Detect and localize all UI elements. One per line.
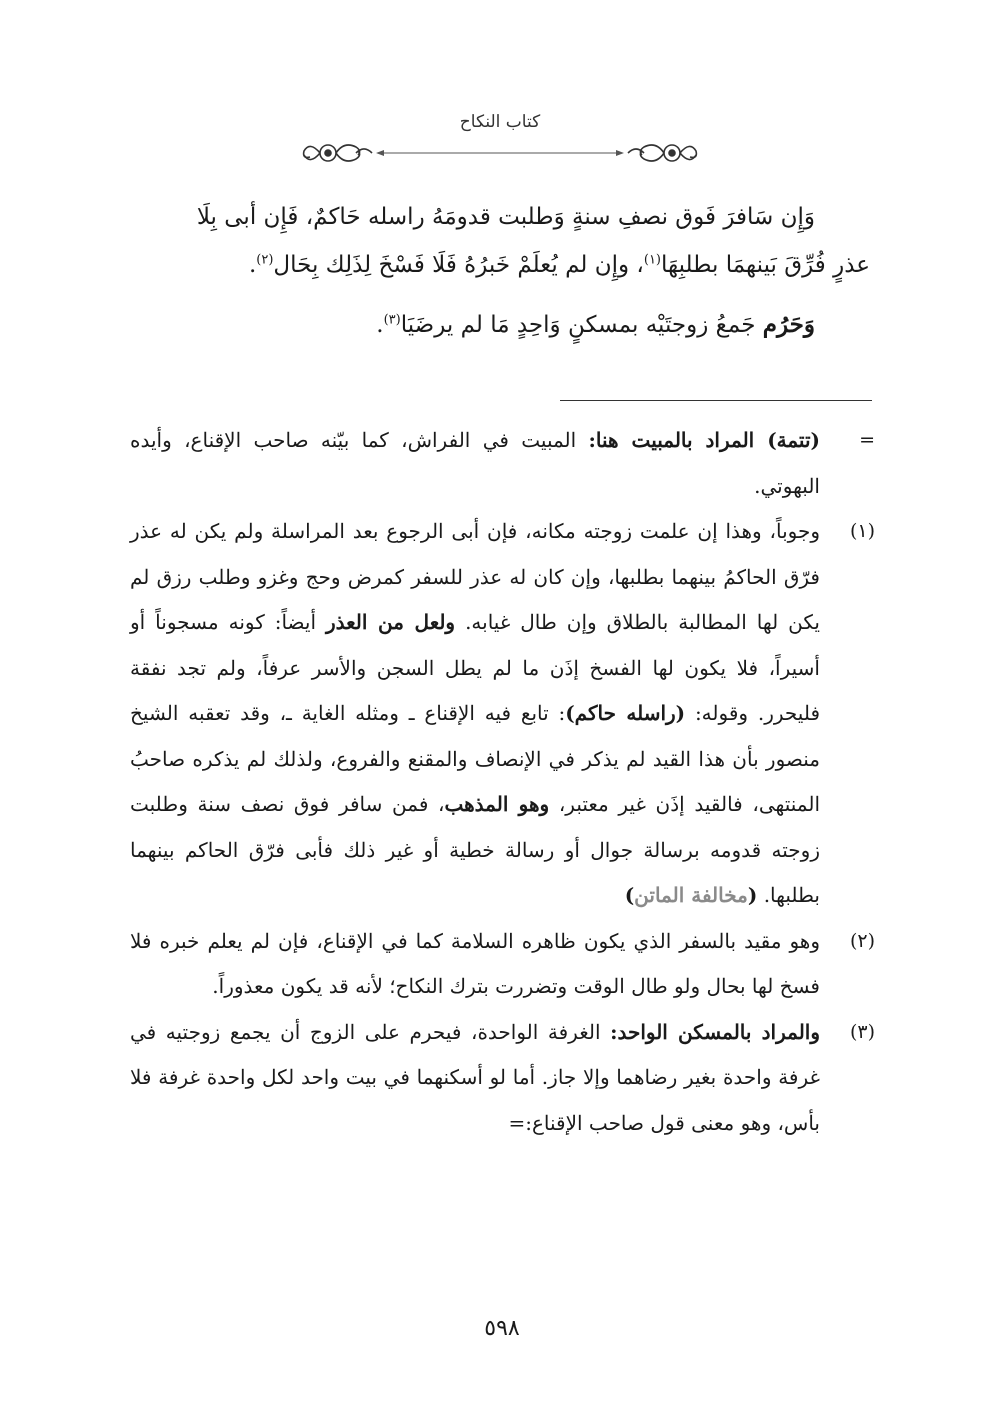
footnote-ref-3[interactable]: (٣): [383, 312, 401, 328]
main-text: [125, 192, 870, 350]
ornament-divider-icon: [300, 136, 700, 170]
footnote-text: [130, 1010, 820, 1147]
footnotes: [130, 418, 875, 1146]
header-ornament: [300, 136, 700, 170]
footnote-1: [130, 509, 875, 919]
footnote-text: [130, 509, 820, 919]
page-number: ٥٩٨: [484, 1316, 520, 1341]
footnote-text-part: وهو مقيد بالسفر الذي يكون ظاهره السلامة كما في الإقناع، فإن لم يعلم خبره فلا فسخ لها بحال ولو طال الوقت وتضررت بترك النكاح؛ لأنه قد يكون معذوراً.: [130, 928, 820, 998]
main-line-2-end: .: [248, 252, 257, 278]
footnote-0: [130, 418, 875, 509]
main-line-3-keyword: وَحَرُم: [762, 311, 815, 338]
footnote-text: [130, 418, 820, 509]
page-header: [300, 112, 700, 172]
footnote-marker: (٢): [849, 929, 875, 952]
footnote-text-part: : تابع فيه الإقناع ـ ومثله الغاية ـ، وقد تعقبه الشيخ منصور بأن هذا القيد لم يذكر في الإنصاف والمقنع والفروع، ولذلك لم يذكره صاحبُ المنتهى، فالقيد إذَن غير معتبر،: [130, 701, 821, 816]
main-line-1: [125, 192, 870, 242]
footnote-text-part: ، فمن سافر فوق نصف سنة وطلبت زوجته قدومه برسالة جوال أو رسالة خطية أو غير ذلك فأبى فرّق الحاكم بينهما بطلبها.: [130, 792, 820, 907]
footnote-text-part: والمراد بالمسكن الواحد:: [610, 1019, 820, 1044]
main-line-2-text-b: ، وإِن لم يُعلَمْ خَبرُهُ فَلَا فَسْخَ لِذَلِك بِحَال: [273, 252, 644, 278]
main-line-3-end: .: [376, 312, 384, 338]
footnote-ref-2[interactable]: (٢): [256, 252, 274, 268]
footnote-text-part: الغرفة الواحدة، فيحرم على الزوج أن يجمع زوجتيه في غرفة واحدة بغير رضاهما وإلا جاز. أما لو أسكنهما في بيت واحد لكل واحدة غرفة فلا بأس، وهو معنى قول صاحب الإقناع:=: [130, 1019, 820, 1135]
main-line-2: [125, 240, 870, 290]
main-line-1-text: وَإِن سَافرَ فَوق نصفِ سنةٍ وَطلبت قدومَهُ راسله حَاكمٌ، فَإِن أبى بِلَا: [196, 204, 815, 230]
footnote-text-part: وهو المذهب: [444, 792, 550, 816]
footnote-text-part: وجوباً، وهذا إن علمت زوجته مكانه، فإن أبى الرجوع بعد المراسلة ولم يكن له عذر فرّق الحاكمُ بينهما بطلبها، وإن كان له عذر للسفر كمرض وحج وغزو وطلب رزق لم يكن لها المطالبة بالطلاق وإن طال غيابه.: [130, 519, 820, 634]
footnote-text-part: (: [747, 883, 758, 907]
footnote-2: [130, 919, 875, 1010]
footnote-text-part: أيضاً: كونه مسجوناً أو أسيراً، فلا يكون لها الفسخ إذَن ما لم يطل السجن والأسر عرفاً، ولم تجد نفقة فليحرر. وقوله:: [130, 610, 821, 725]
footnote-text-part: (راسله حاكم): [565, 701, 686, 725]
footnote-text-part: ولعل من العذر: [326, 610, 456, 634]
footnote-ref-1[interactable]: (١): [643, 252, 661, 268]
header-title: كتاب النكاح: [459, 112, 541, 132]
footnote-separator: [560, 400, 872, 401]
main-line-2-text-a: عذرٍ فُرِّقَ بَينهمَا بطلبِهَا: [661, 252, 870, 278]
footnote-text-part: المبيت في الفراش، كما بيّنه صاحب الإقناع، وأيده البهوتي.: [130, 428, 820, 498]
footnote-marker: (١): [849, 520, 875, 542]
main-line-3-text: جَمعُ زوجتَيْه بمسكنٍ وَاحِدٍ مَا لم يرضَيَا: [400, 312, 763, 338]
footnote-text-part: ): [624, 883, 635, 907]
footnote-marker: =: [859, 429, 875, 451]
footnote-text: [130, 919, 820, 1010]
footnote-marker: (٣): [849, 1020, 875, 1043]
footnote-text-part: (تتمة) المراد بالمبيت هنا:: [588, 428, 821, 452]
footnote-3: [130, 1010, 875, 1147]
main-line-3: [125, 300, 870, 350]
footnote-text-part: مخالفة الماتن: [634, 883, 748, 907]
